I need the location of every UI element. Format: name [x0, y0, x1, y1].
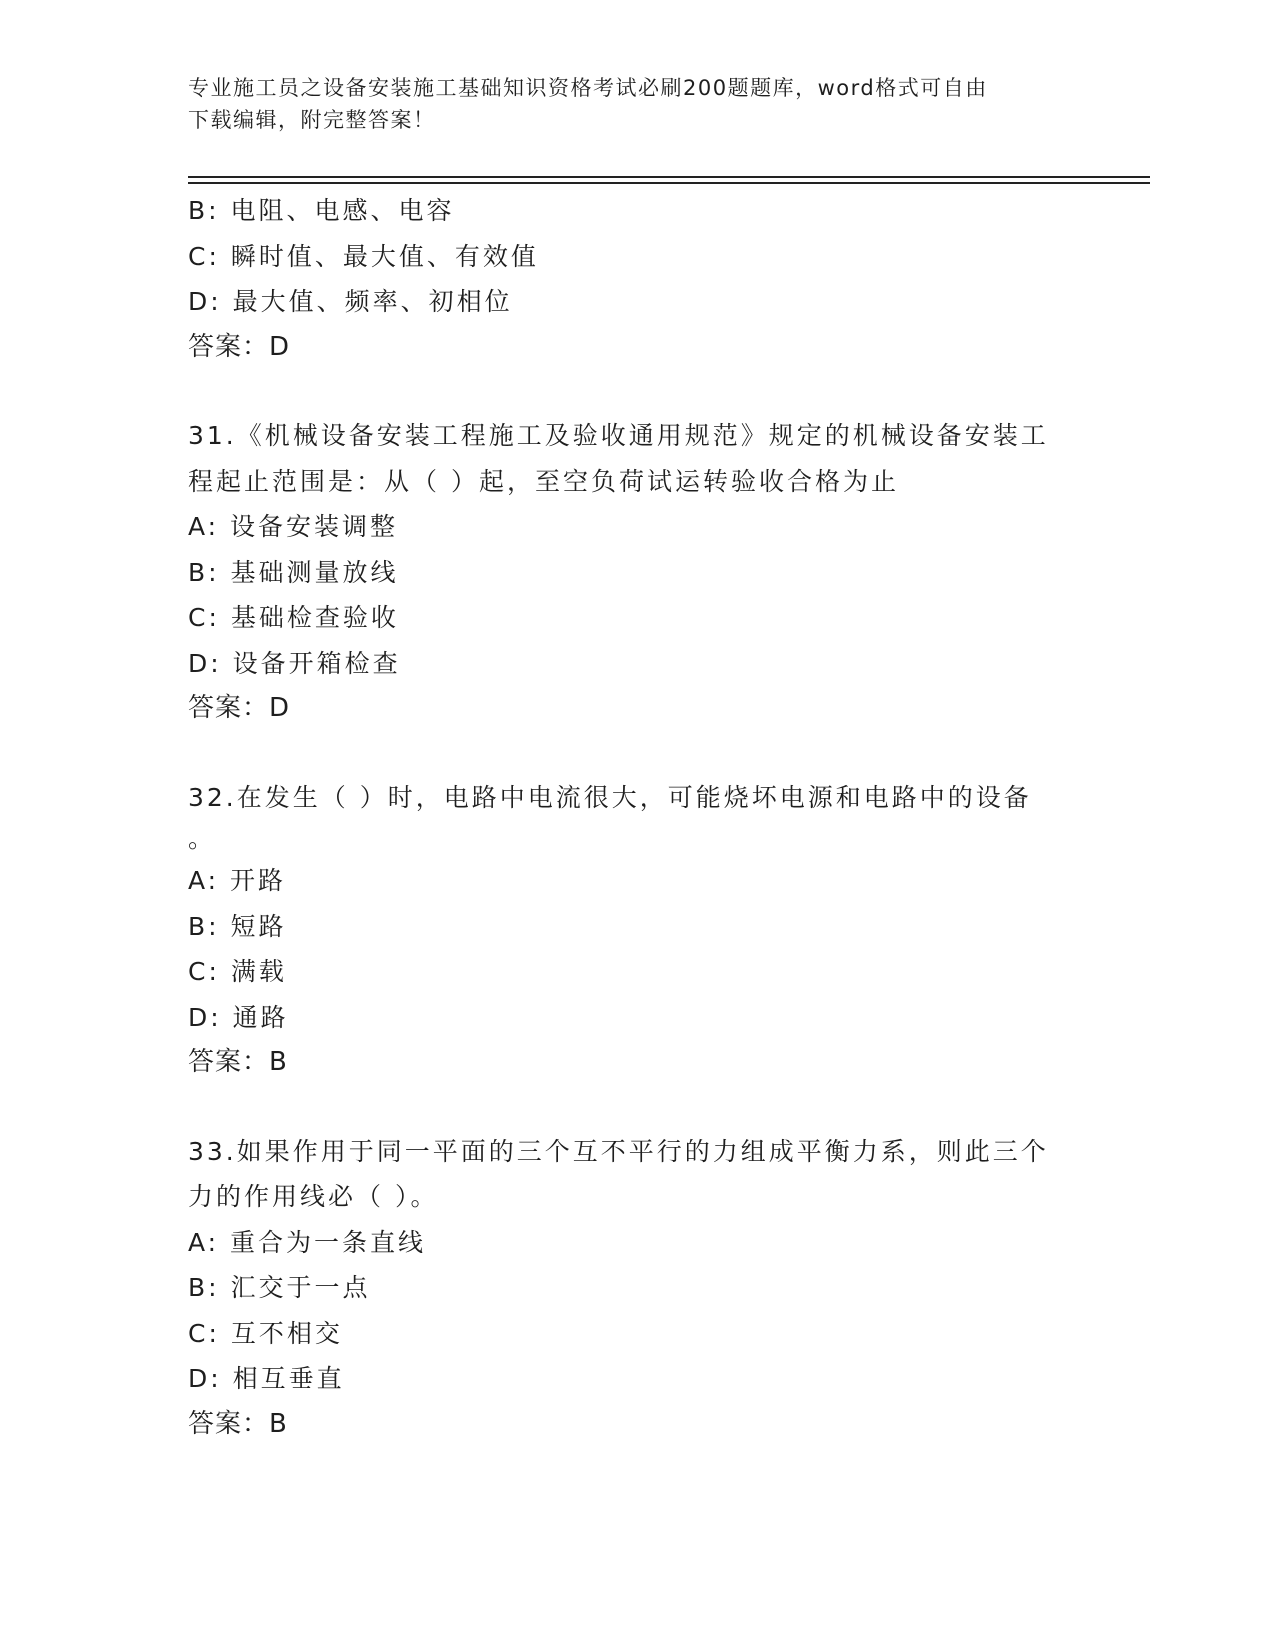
question-stem	[188, 1129, 1088, 1220]
stem-line: 33.如果作用于同一平面的三个互不平行的力组成平衡力系，则此三个	[188, 1136, 1049, 1166]
option-d: D: 设备开箱检查	[188, 648, 401, 678]
stem-line: 。	[188, 824, 217, 853]
question-content	[188, 188, 1088, 1447]
option-c: C: 互不相交	[188, 1318, 343, 1348]
document-header	[188, 72, 1068, 136]
option-b: B: 电阻、电感、电容	[188, 196, 455, 225]
option-b: B: 短路	[188, 911, 287, 941]
option-c: C: 基础检查验收	[188, 603, 399, 632]
option-c: C: 满载	[188, 957, 287, 986]
question-33	[188, 1129, 1088, 1448]
option-a: A: 开路	[188, 866, 287, 895]
stem-line: 程起止范围是：从（ ）起，至空负荷试运转验收合格为止	[188, 466, 899, 496]
question-31	[188, 413, 1088, 732]
previous-question-tail	[188, 188, 1088, 370]
option-c: C: 瞬时值、最大值、有效值	[188, 241, 539, 271]
header-divider-bottom	[188, 182, 1150, 184]
stem-line: 31.《机械设备安装工程施工及验收通用规范》规定的机械设备安装工	[188, 421, 1049, 450]
option-a: A: 设备安装调整	[188, 512, 399, 541]
answer-text: 答案：D	[188, 693, 291, 723]
option-d: D: 通路	[188, 1002, 289, 1032]
question-32	[188, 775, 1088, 1086]
stem-line: 32.在发生（ ）时，电路中电流很大，可能烧坏电源和电路中的设备	[188, 782, 1032, 812]
answer-text: 答案：B	[188, 1408, 288, 1439]
answer-text: 答案：B	[188, 1047, 288, 1077]
answer-text: 答案：D	[188, 331, 291, 362]
header-divider-top	[188, 176, 1150, 178]
question-stem	[188, 413, 1088, 504]
option-d: D: 相互垂直	[188, 1364, 345, 1393]
stem-line: 力的作用线必（ ）。	[188, 1182, 439, 1211]
header-line-1: 专业施工员之设备安装施工基础知识资格考试必刷200题题库，word格式可自由	[188, 76, 988, 100]
option-b: B: 汇交于一点	[188, 1273, 371, 1302]
option-d: D: 最大值、频率、初相位	[188, 287, 513, 316]
header-line-2: 下载编辑，附完整答案！	[188, 108, 436, 132]
option-b: B: 基础测量放线	[188, 557, 399, 587]
question-stem	[188, 775, 1088, 859]
option-a: A: 重合为一条直线	[188, 1227, 427, 1257]
